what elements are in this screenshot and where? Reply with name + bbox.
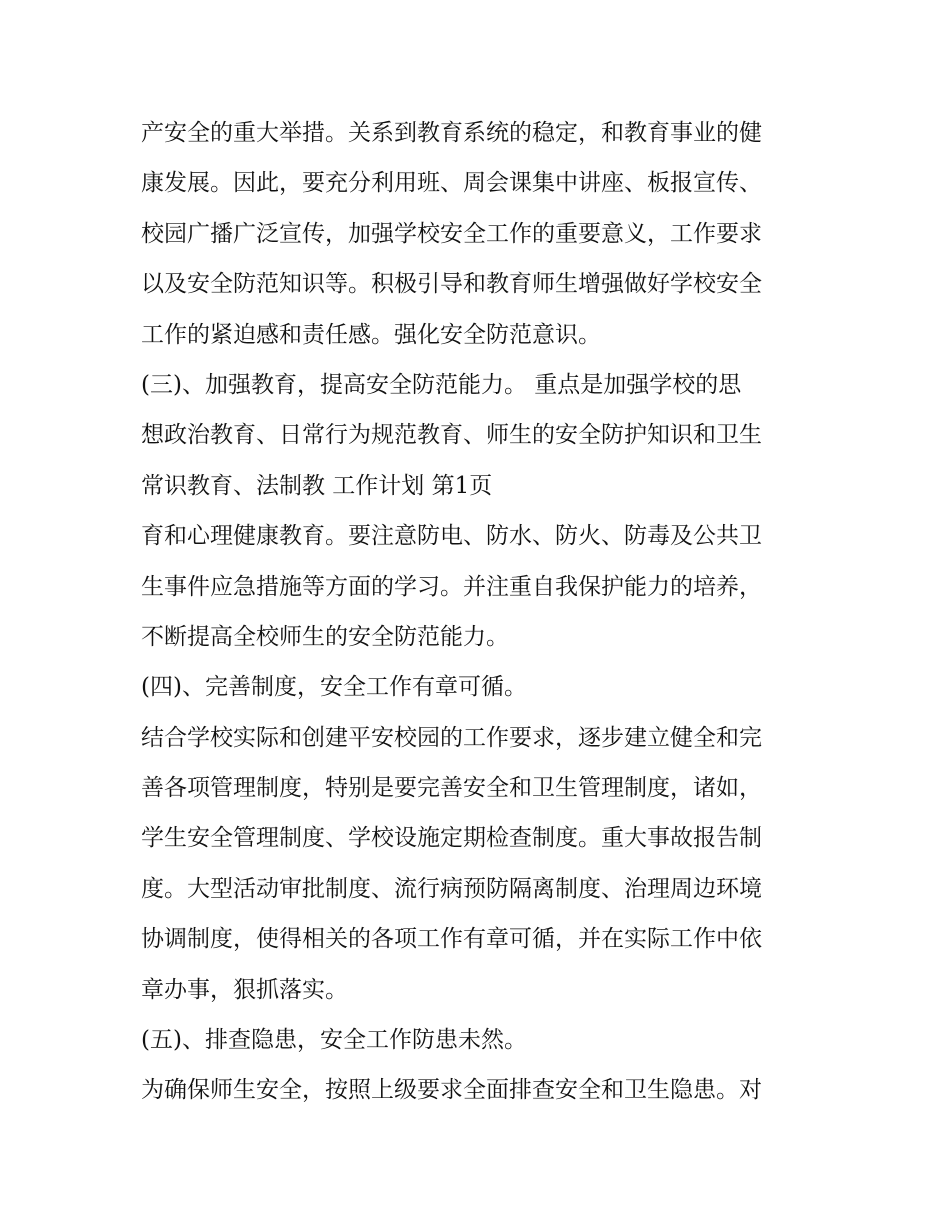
text-line: 以及安全防范知识等。积极引导和教育师生增强做好学校安全 (141, 271, 762, 298)
text-line: 育和心理健康教育。要注意防电、防水、防火、防毒及公共卫 (141, 523, 762, 550)
text-line: 工作的紧迫感和责任感。强化安全防范意识。 (141, 321, 601, 348)
text-line: 产安全的重大举措。关系到教育系统的稳定，和教育事业的健 (141, 120, 762, 146)
document-body (141, 108, 821, 1116)
text-line: 校园广播广泛宣传，加强学校安全工作的重要意义，工作要求 (141, 220, 762, 247)
section-heading-4: (四)、完善制度，安全工作有章可循。 (141, 674, 527, 701)
section-heading-5: (五)、排查隐患，安全工作防患未然。 (141, 1027, 527, 1054)
text-line: 为确保师生安全，按照上级要求全面排查安全和卫生隐患。对 (141, 1077, 762, 1104)
text-line-with-page-footer: 常识教育、法制教 工作计划 第1页 (141, 472, 493, 499)
text-line: 协调制度，使得相关的各项工作有章可循，并在实际工作中依 (141, 926, 762, 953)
text-line: 康发展。因此，要充分利用班、周会课集中讲座、板报宣传、 (141, 170, 762, 197)
text-line: 学生安全管理制度、学校设施定期检查制度。重大事故报告制 (141, 825, 762, 852)
text-line: 不断提高全校师生的安全防范能力。 (141, 623, 509, 650)
text-line: 章办事，狠抓落实。 (141, 976, 348, 1003)
text-line: 度。大型活动审批制度、流行病预防隔离制度、治理周边环境 (141, 875, 762, 902)
text-line: 结合学校实际和创建平安校园的工作要求，逐步建立健全和完 (141, 724, 762, 751)
section-heading-3: (三)、加强教育，提高安全防范能力。 重点是加强学校的思 (141, 371, 742, 398)
text-line: 生事件应急措施等方面的学习。并注重自我保护能力的培养， (141, 573, 762, 600)
text-line: 想政治教育、日常行为规范教育、师生的安全防护知识和卫生 (141, 422, 762, 449)
text-line: 善各项管理制度，特别是要完善安全和卫生管理制度，诸如， (141, 775, 762, 802)
